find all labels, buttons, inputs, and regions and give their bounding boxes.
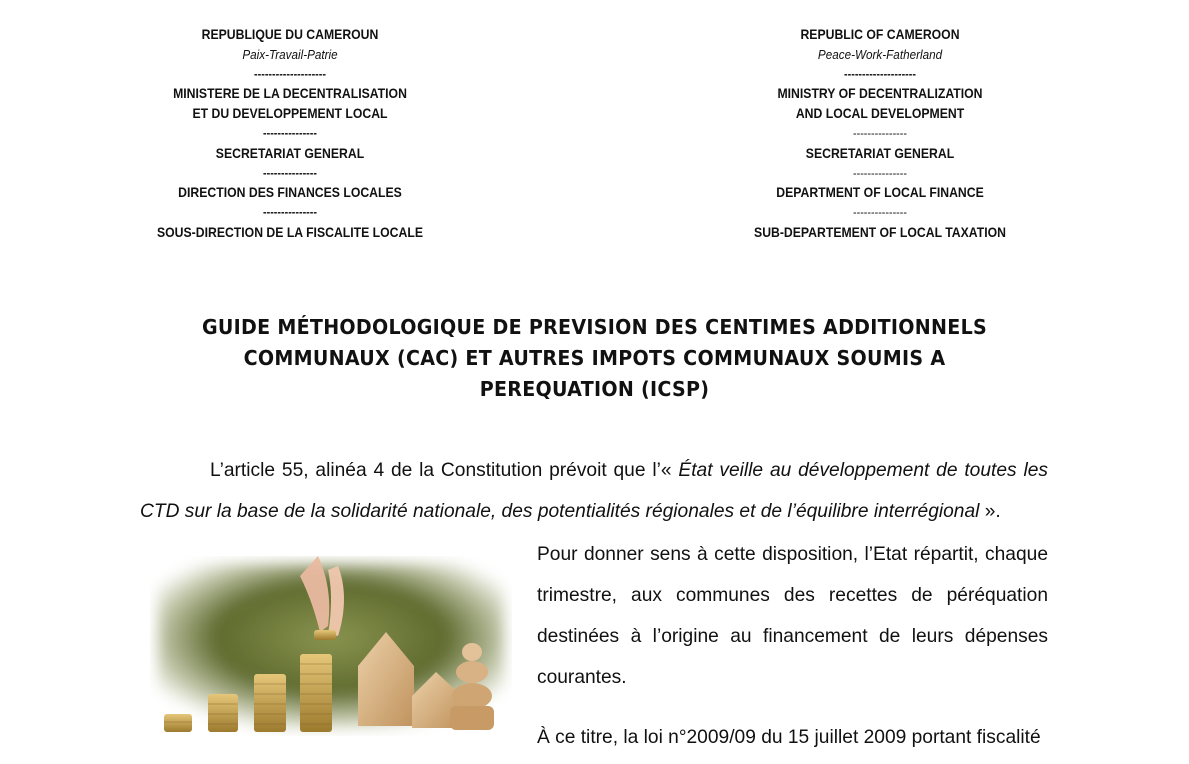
ministry-line1-en: MINISTRY OF DECENTRALIZATION [777,86,983,102]
paragraph-loi: À ce titre, la loi n°2009/09 du 15 juillet 2009 portant fiscalité [537,727,1041,748]
separator: --------------- [263,205,317,220]
separator: --------------- [853,165,907,180]
document-title [163,312,1027,405]
ministry-line2-fr: ET DU DEVELOPPEMENT LOCAL [192,106,388,122]
letterhead-french [144,25,436,243]
sub-department-en: SUB-DEPARTEMENT OF LOCAL TAXATION [754,224,1006,240]
paragraph-repartition: Pour donner sens à cette disposition, l’Etat répartit, chaque trimestre, aux communes des recettes de péréquation destinées à l’origine au financement de leurs dépenses courantes. [537,544,1048,688]
separator: --------------- [263,125,317,140]
separator: -------------------- [844,66,916,81]
title-line-2: COMMUNAUX (CAC) ET AUTRES IMPOTS COMMUNAUX SOUMIS A [243,346,946,370]
coins-houses-illustration [150,556,512,736]
separator: --------------- [853,125,907,140]
separator: -------------------- [254,66,326,81]
separator: --------------- [853,205,907,220]
motto-en: Peace-Work-Fatherland [817,46,943,62]
title-line-1: GUIDE MÉTHODOLOGIQUE DE PREVISION DES CENTIMES ADDITIONNELS [201,315,988,339]
country-name-en: REPUBLIC OF CAMEROON [800,27,960,42]
coins-and-wooden-houses-icon [150,556,512,736]
separator: --------------- [263,165,317,180]
ministry-line2-en: AND LOCAL DEVELOPMENT [795,106,965,122]
title-line-3: PEREQUATION (ICSP) [479,377,710,401]
secretariat-en: SECRETARIAT GENERAL [805,145,955,161]
ministry-line1-fr: MINISTERE DE LA DECENTRALISATION [173,86,407,102]
sub-direction-fr: SOUS-DIRECTION DE LA FISCALITE LOCALE [156,224,423,240]
country-name-fr: REPUBLIQUE DU CAMEROUN [201,27,379,42]
letterhead-english [736,25,1024,243]
paragraph-constitution [140,450,1048,532]
constitution-quote: État veille au développement de toutes les CTD sur la base de la solidarité nationale, des potentialités régionales et de l’équilibre interrégional [140,460,1048,522]
direction-fr: DIRECTION DES FINANCES LOCALES [178,185,402,201]
paragraph-lead: L’article 55, alinéa 4 de la Constitution prévoit que l’« [210,460,679,481]
department-en: DEPARTMENT OF LOCAL FINANCE [776,185,984,201]
motto-fr: Paix-Travail-Patrie [242,46,338,62]
secretariat-fr: SECRETARIAT GENERAL [215,145,365,161]
paragraph-tail: ». [979,501,1001,522]
